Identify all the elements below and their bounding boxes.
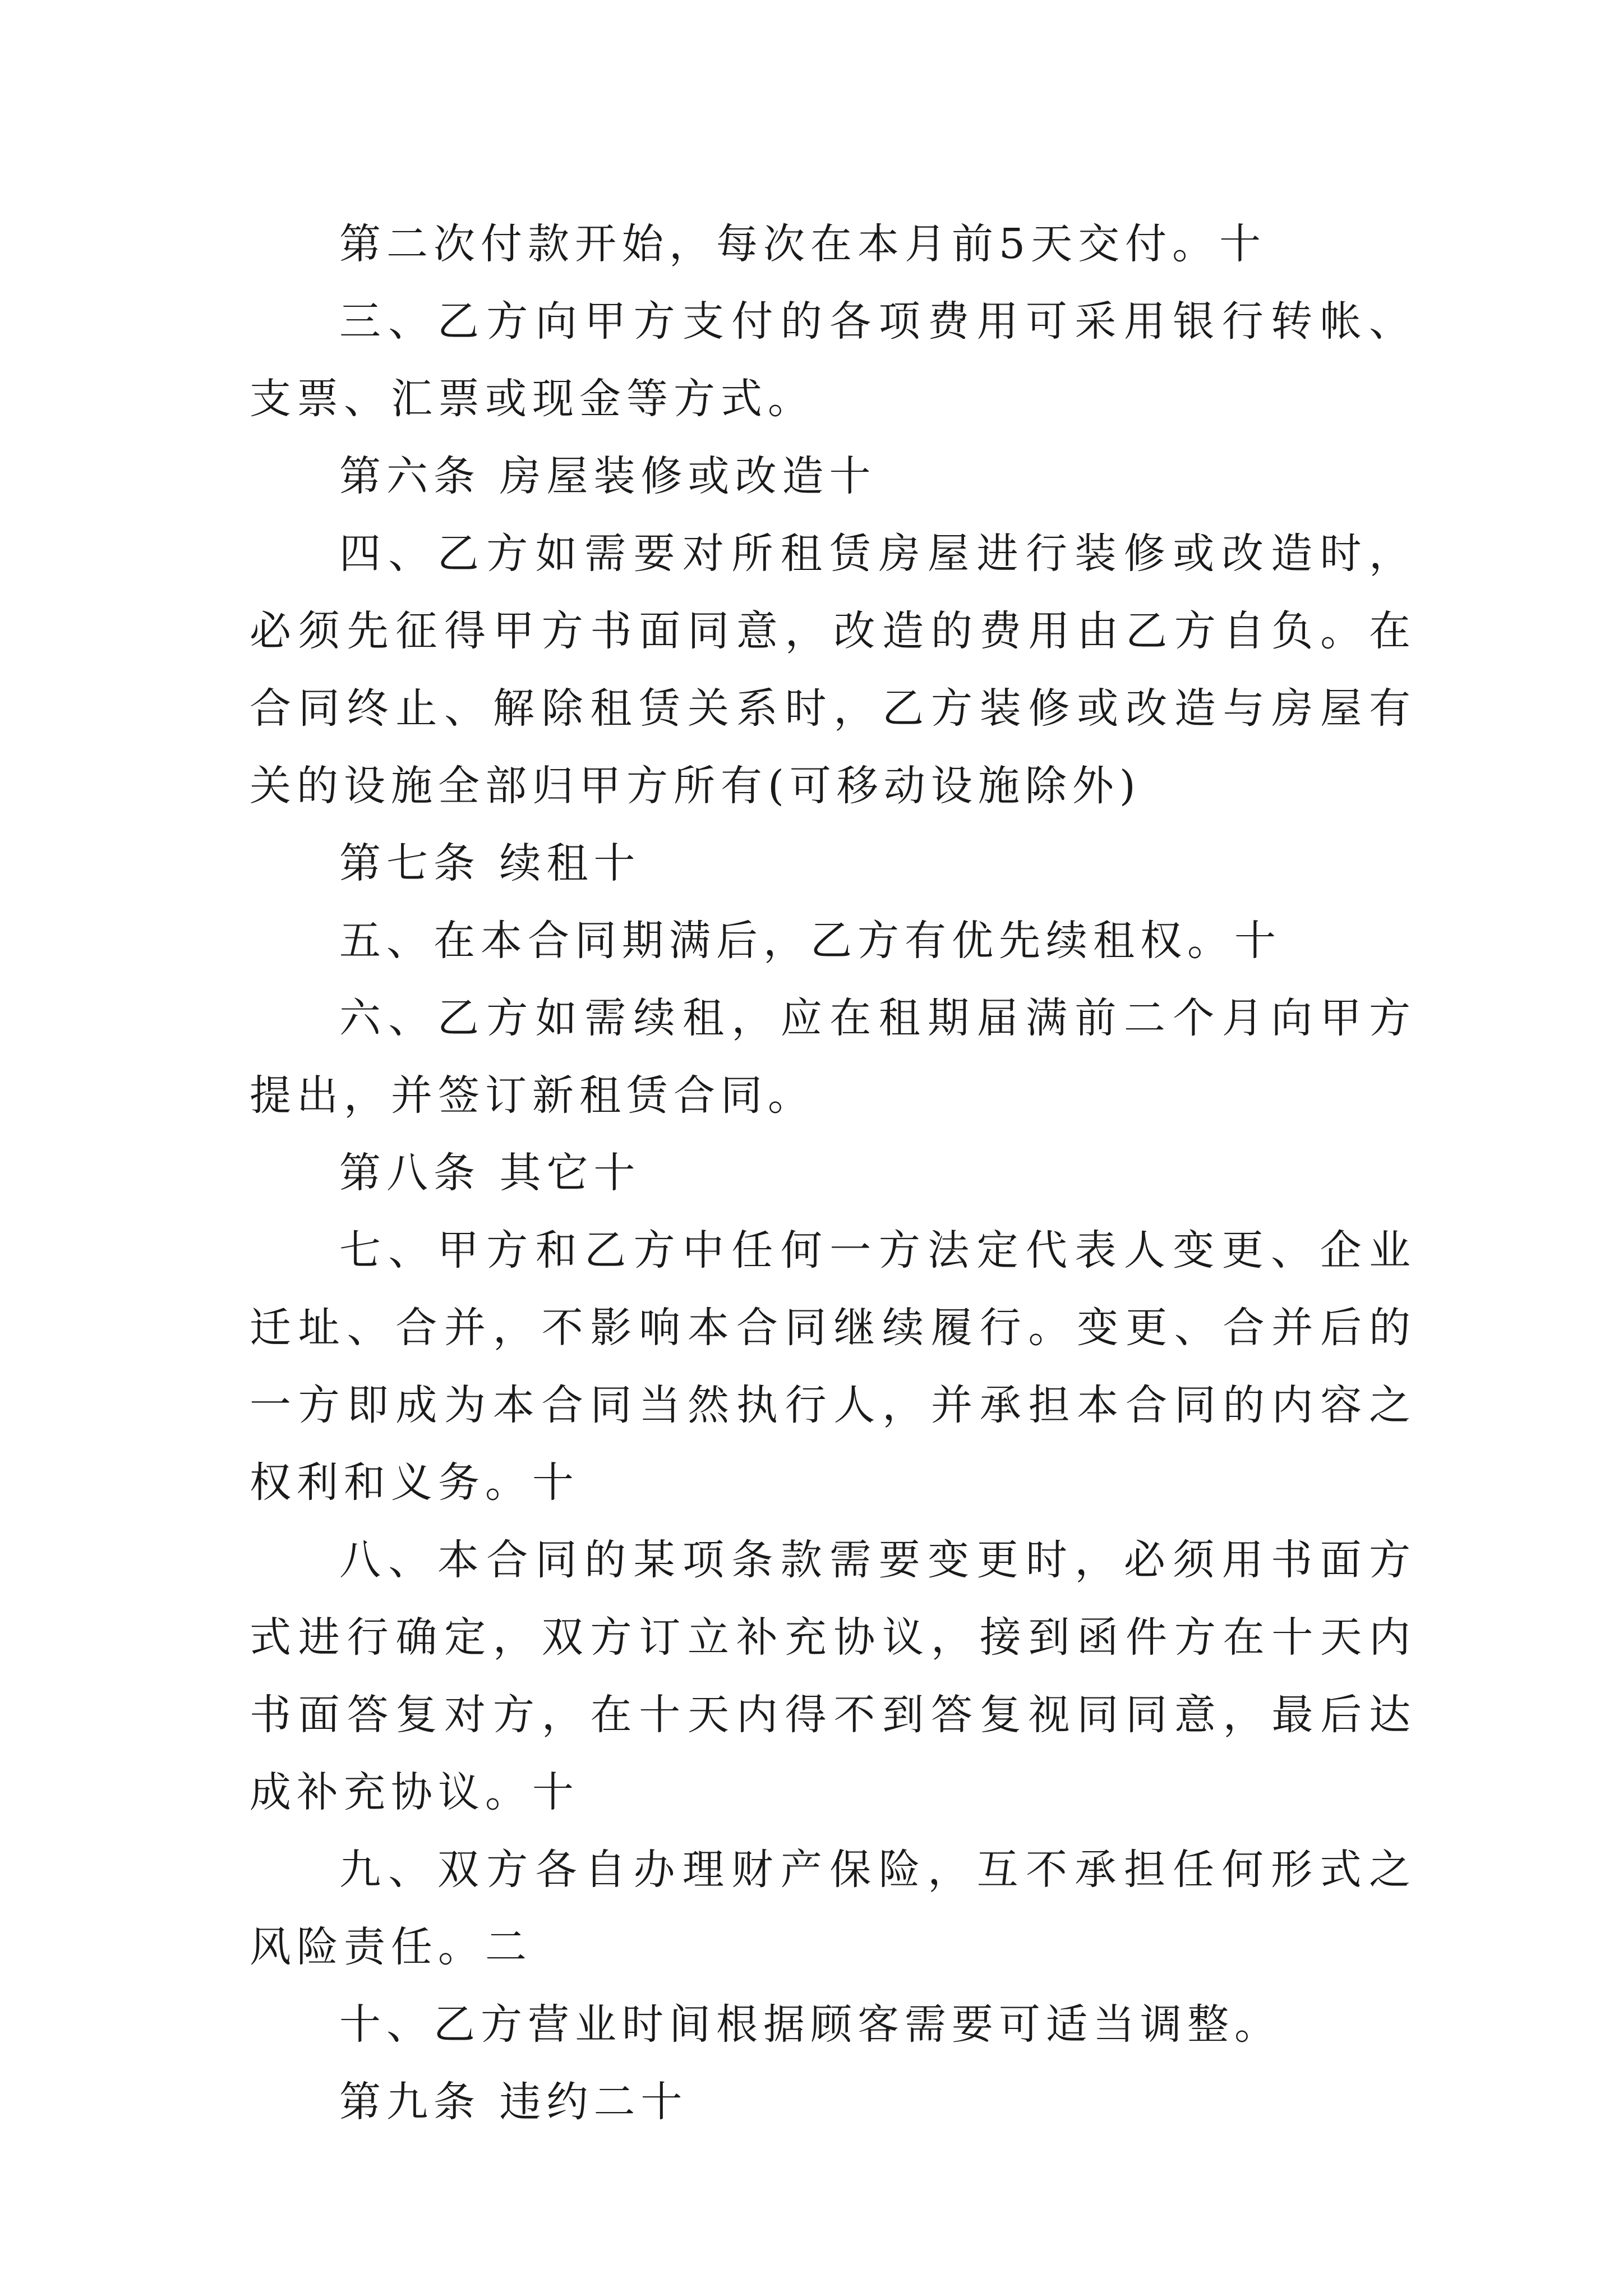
article-6-heading: 第六条 房屋装修或改造十 <box>339 452 877 500</box>
article-9-heading: 第九条 违约二十 <box>339 2078 688 2126</box>
paragraph-renewal-priority: 五、在本合同期满后，乙方有优先续租权。十 <box>339 917 1281 965</box>
article-8-heading: 第八条 其它十 <box>339 1149 641 1197</box>
paragraph-renewal-request: 六、乙方如需续租，应在租期届满前二个月向甲方提出，并签订新租赁合同。 <box>250 994 1416 1120</box>
paragraph-payment-methods: 三、乙方向甲方支付的各项费用可采用银行转帐、支票、汇票或现金等方式。 <box>250 297 1416 423</box>
document-body <box>250 205 1416 2141</box>
paragraph-business-hours: 十、乙方营业时间根据顾客需要可适当调整。 <box>339 2000 1281 2049</box>
paragraph-renovation: 四、乙方如需要对所租赁房屋进行装修或改造时，必须先征得甲方书面同意，改造的费用由乙方自负。在合同终止、解除租赁关系时，乙方装修或改造与房屋有关的设施全部归甲方所有(可移动设施除外) <box>250 530 1416 810</box>
article-7-heading: 第七条 续租十 <box>339 839 641 887</box>
paragraph-amendment: 八、本合同的某项条款需要变更时，必须用书面方式进行确定，双方订立补充协议，接到函件方在十天内书面答复对方，在十天内得不到答复视同同意，最后达成补充协议。十 <box>250 1536 1416 1816</box>
paragraph-payment-schedule: 第二次付款开始，每次在本月前5天交付。十 <box>339 220 1267 268</box>
paragraph-representative-change: 七、甲方和乙方中任何一方法定代表人变更、企业迁址、合并，不影响本合同继续履行。变更、合并后的一方即成为本合同当然执行人，并承担本合同的内容之权利和义务。十 <box>250 1226 1416 1507</box>
paragraph-insurance: 九、双方各自办理财产保险，互不承担任何形式之风险责任。二 <box>250 1846 1416 1971</box>
